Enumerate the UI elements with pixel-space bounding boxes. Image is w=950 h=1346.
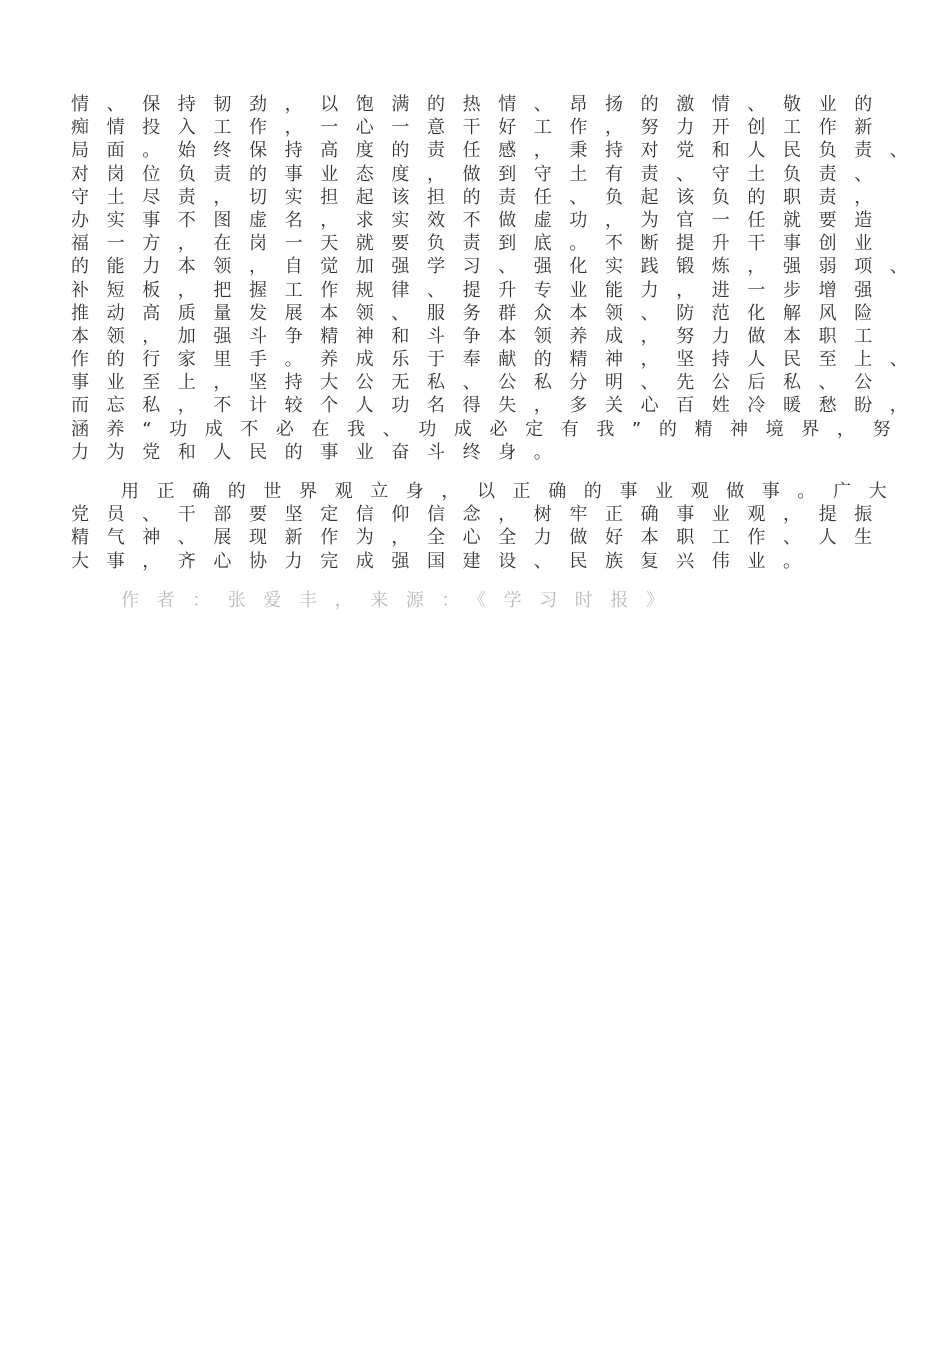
text-line: 事业至上，坚持大公无私、公私分明、先公后私、公 [71, 372, 890, 394]
text-line: 守土尽责，切实担起该担的责任、负起该负的职责， [71, 186, 890, 208]
text-line: 的能力本领，自觉加强学习、强化实践锻炼，强弱项、 [71, 256, 926, 278]
text-line: 而忘私，不计较个人功名得失，多关心百姓冷暖愁盼， [71, 395, 926, 417]
article-byline: 作者：张爱丰，来源：《学习时报》 [121, 590, 682, 611]
text-line: 办实事不图虚名，求实效不做虚功，为官一任就要造 [71, 209, 890, 231]
text-line: 涵养“功成不必在我、功成必定有我”的精神境界，努 [71, 418, 909, 440]
text-line: 痴情投入工作，一心一意干好工作，努力开创工作新 [71, 117, 890, 139]
text-line: 局面。始终保持高度的责任感，秉持对党和人民负责、 [71, 140, 926, 162]
text-line: 用正确的世界观立身，以正确的事业观做事。广大 [121, 481, 905, 502]
text-line: 补短板，把握工作规律、提升专业能力，进一步增强 [71, 279, 890, 301]
text-line: 对岗位负责的事业态度，做到守土有责、守土负责、 [71, 163, 890, 185]
text-line: 情、保持韧劲，以饱满的热情、昂扬的激情、敬业的 [71, 94, 890, 115]
body-paragraph-2 [71, 480, 905, 573]
text-line: 推动高质量发展本领、服务群众本领、防范化解风险 [71, 302, 890, 324]
text-line: 力为党和人民的事业奋斗终身。 [71, 441, 570, 463]
text-line: 党员、干部要坚定信仰信念，树牢正确事业观，提振 [71, 504, 890, 526]
text-line: 大事，齐心协力完成强国建设、民族复兴伟业。 [71, 550, 819, 572]
body-paragraph-1 [71, 93, 926, 464]
text-line: 福一方，在岗一天就要负责到底。不断提升干事创业 [71, 233, 890, 255]
text-line: 作的行家里手。养成乐于奉献的精神，坚持人民至上、 [71, 349, 926, 371]
text-line: 本领，加强斗争精神和斗争本领养成，努力做本职工 [71, 325, 890, 347]
text-line: 精气神、展现新作为，全心全力做好本职工作、人生 [71, 527, 890, 549]
